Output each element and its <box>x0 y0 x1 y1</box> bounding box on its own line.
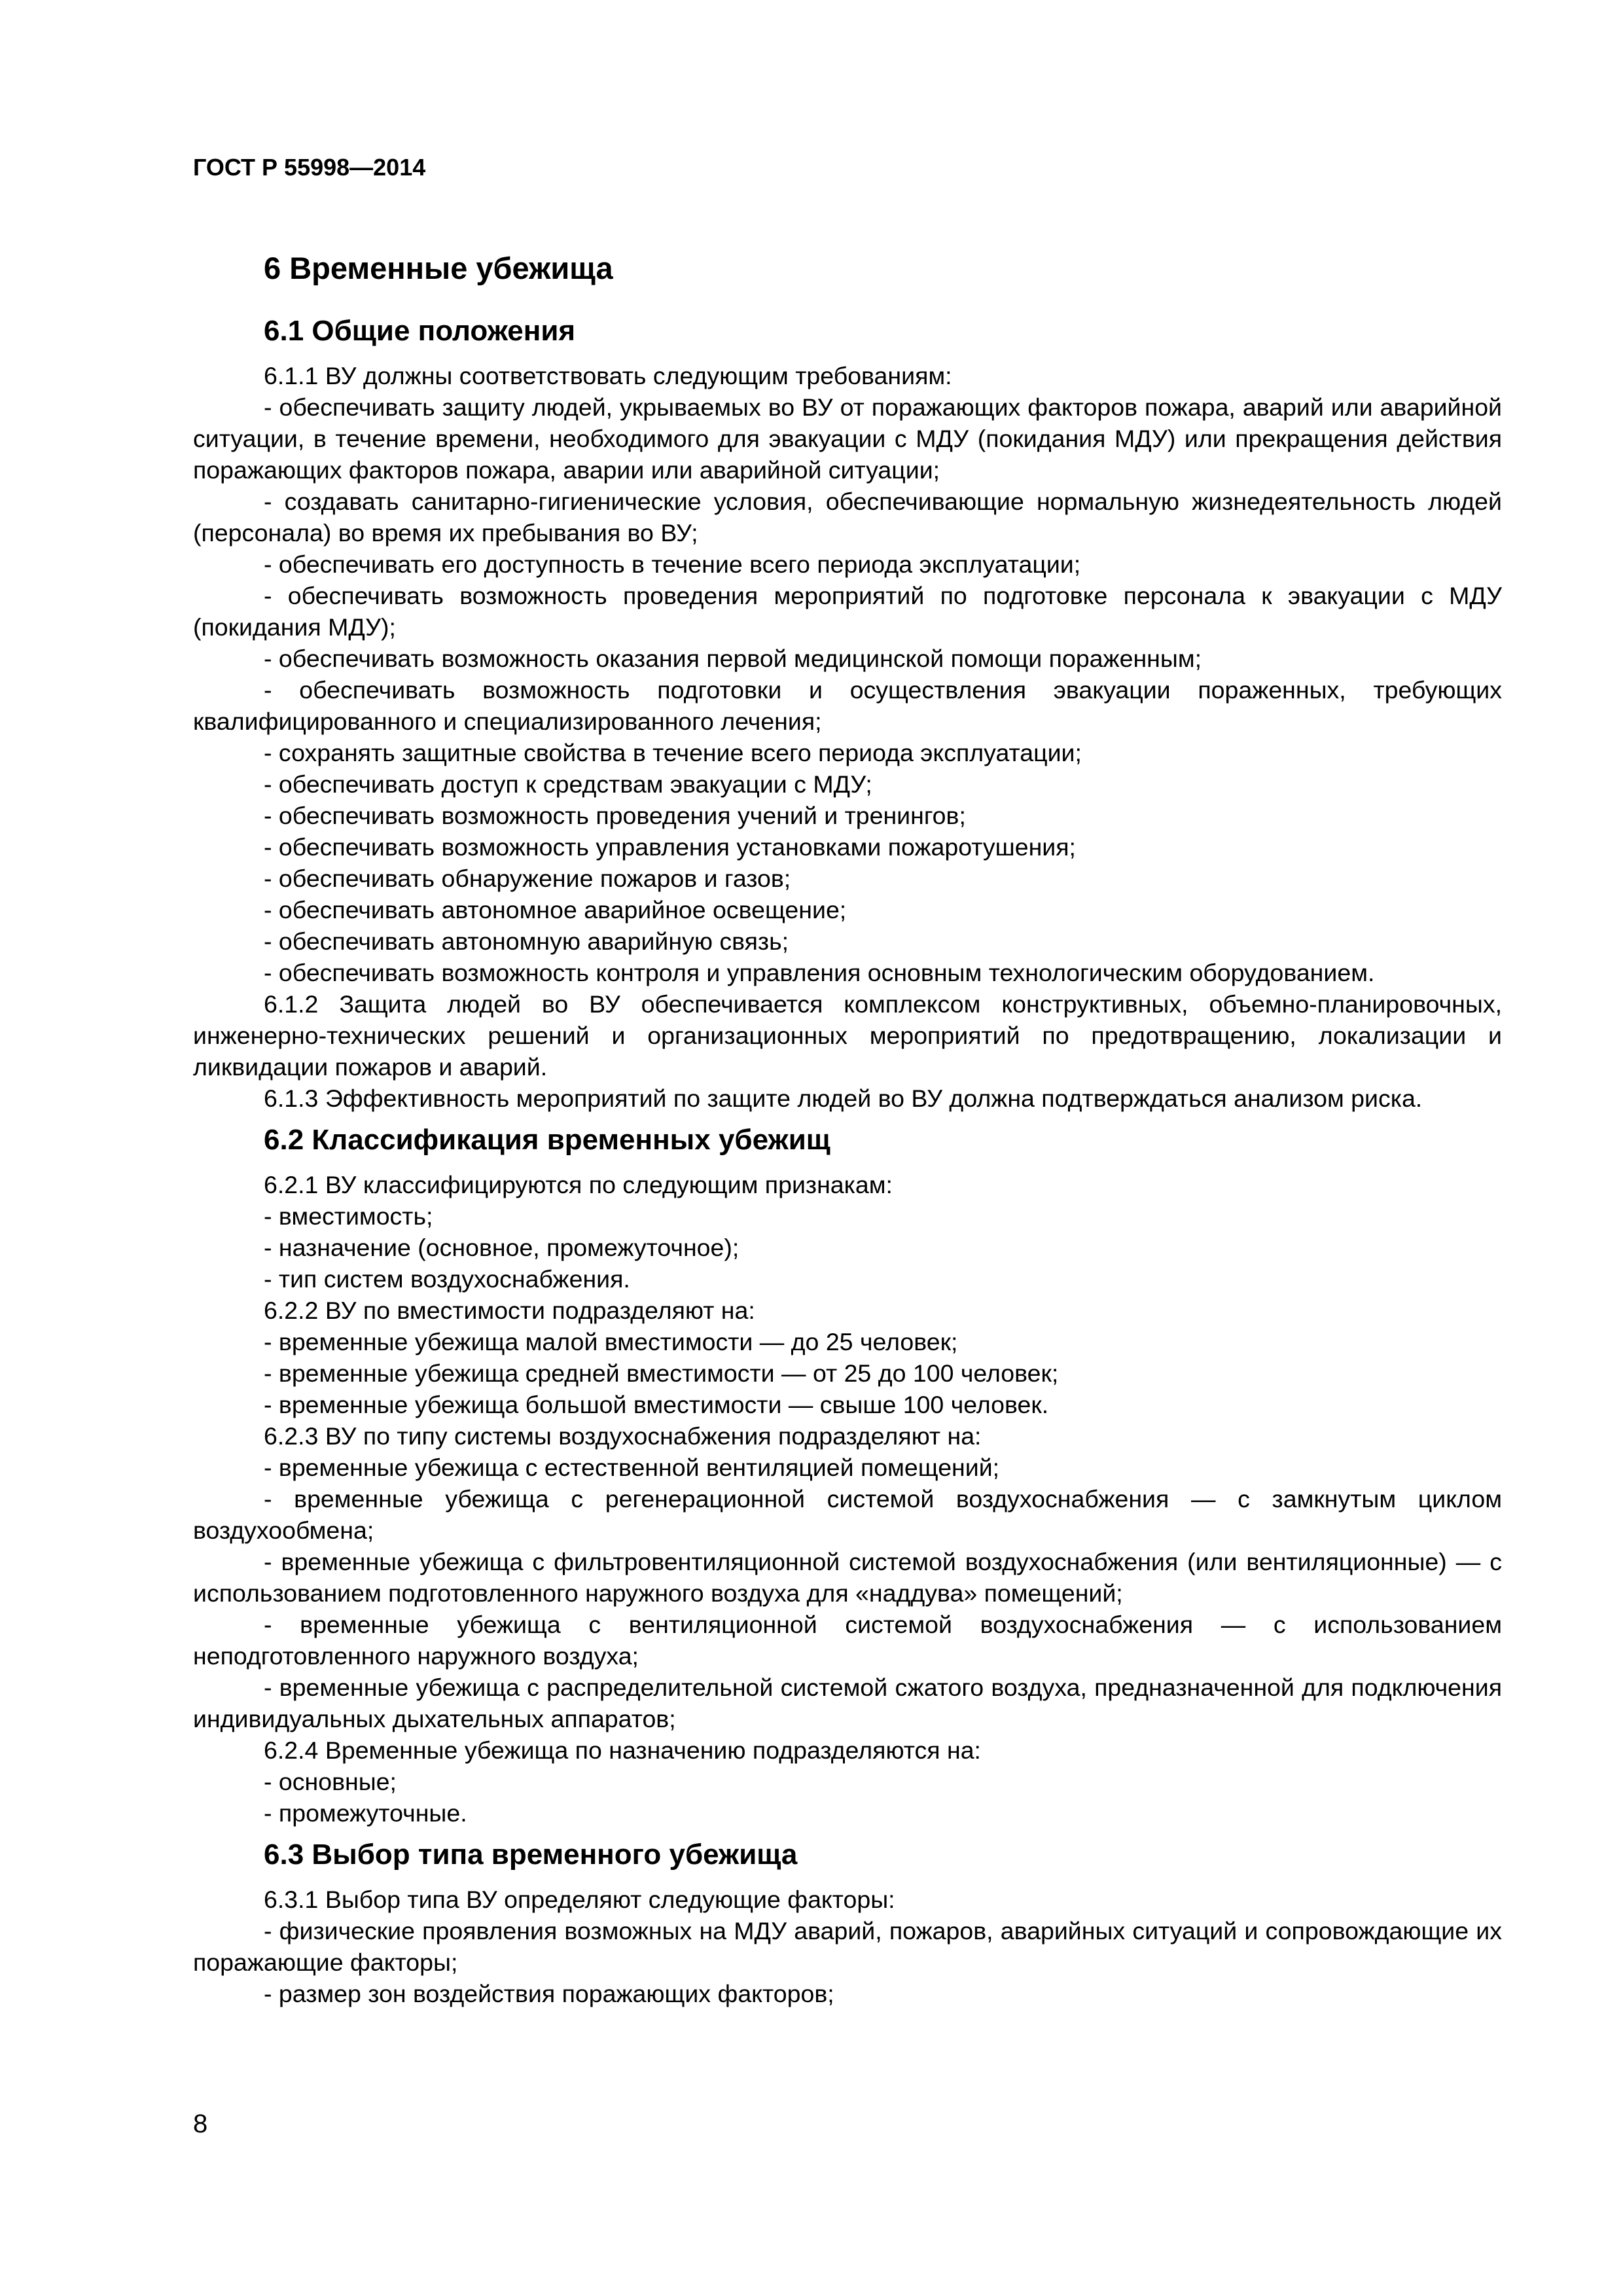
paragraph: - назначение (основное, промежуточное); <box>264 1234 740 1261</box>
paragraph: - обеспечивать возможность оказания первой медицинской помощи пораженным; <box>264 645 1202 672</box>
paragraph: 6.2.3 ВУ по типу системы воздухоснабжения подразделяют на: <box>264 1422 982 1450</box>
paragraph: - тип систем воздухоснабжения. <box>264 1265 630 1293</box>
subsection-6-2-body <box>193 1169 1502 1829</box>
paragraph: - размер зон воздействия поражающих факторов; <box>264 1980 834 2007</box>
paragraph: - временные убежища средней вместимости — от 25 до 100 человек; <box>264 1359 1059 1387</box>
subsection-title: 6.1 Общие положения <box>264 315 576 347</box>
paragraph: - обеспечивать обнаружение пожаров и газов; <box>264 865 791 892</box>
paragraph: - обеспечивать защиту людей, укрываемых во ВУ от поражающих факторов пожара, аварий или аварийной ситуации, в течение времени, необходимого для эвакуации с МДУ (покидания МДУ) или прекращения действия поражающих факторов пожара, аварии или аварийной ситуации; <box>193 393 1502 484</box>
paragraph: - временные убежища большой вместимости — свыше 100 человек. <box>264 1391 1049 1418</box>
paragraph: - временные убежища с вентиляционной системой воздухоснабжения — с использованием неподготовленного наружного воздуха; <box>193 1611 1502 1670</box>
subsection-title: 6.3 Выбор типа временного убежища <box>264 1839 798 1871</box>
paragraph: - обеспечивать возможность подготовки и осуществления эвакуации пораженных, требующих квалифицированного и специализированного лечения; <box>193 676 1502 735</box>
subsection-6-3-body <box>193 1884 1502 2009</box>
paragraph: - физические проявления возможных на МДУ аварий, пожаров, аварийных ситуаций и сопровождающие их поражающие факторы; <box>193 1917 1502 1976</box>
paragraph: - временные убежища с распределительной системой сжатого воздуха, предназначенной для подключения индивидуальных дыхательных аппаратов; <box>193 1674 1502 1732</box>
document-header: ГОСТ Р 55998—2014 <box>193 154 426 181</box>
paragraph: 6.2.2 ВУ по вместимости подразделяют на: <box>264 1297 755 1324</box>
paragraph: - основные; <box>264 1768 397 1795</box>
paragraph: - обеспечивать доступ к средствам эвакуации с МДУ; <box>264 770 872 798</box>
document-body <box>193 249 1502 2009</box>
paragraph: - обеспечивать возможность контроля и управления основным технологическим оборудованием. <box>264 959 1375 986</box>
paragraph: - вместимость; <box>264 1202 433 1230</box>
page-number: 8 <box>193 2109 208 2138</box>
paragraph: - обеспечивать автономную аварийную связь; <box>264 927 789 955</box>
paragraph: 6.2.1 ВУ классифицируются по следующим признакам: <box>264 1171 893 1198</box>
paragraph: - обеспечивать его доступность в течение всего периода эксплуатации; <box>264 550 1081 578</box>
paragraph: - временные убежища с естественной вентиляцией помещений; <box>264 1454 1000 1481</box>
section-title: 6 Временные убежища <box>264 251 613 285</box>
paragraph: - обеспечивать автономное аварийное освещение; <box>264 896 847 924</box>
paragraph: 6.1.1 ВУ должны соответствовать следующим требованиям: <box>264 362 952 389</box>
paragraph: 6.1.3 Эффективность мероприятий по защите людей во ВУ должна подтверждаться анализом риска. <box>264 1085 1423 1112</box>
paragraph: - временные убежища с регенерационной системой воздухоснабжения — с замкнутым циклом воздухообмена; <box>193 1485 1502 1544</box>
paragraph: - промежуточные. <box>264 1799 467 1827</box>
paragraph: - обеспечивать возможность проведения учений и тренингов; <box>264 802 966 829</box>
paragraph: - обеспечивать возможность проведения мероприятий по подготовке персонала к эвакуации с МДУ (покидания МДУ); <box>193 582 1502 641</box>
paragraph: - временные убежища с фильтровентиляционной системой воздухоснабжения (или вентиляционные) — с использованием подготовленного наружного воздуха для «наддува» помещений; <box>193 1548 1502 1607</box>
subsection-title: 6.2 Классификация временных убежищ <box>264 1124 830 1156</box>
paragraph: - сохранять защитные свойства в течение всего периода эксплуатации; <box>264 739 1082 766</box>
paragraph: 6.2.4 Временные убежища по назначению подразделяются на: <box>264 1736 981 1764</box>
paragraph: - обеспечивать возможность управления установками пожаротушения; <box>264 833 1076 861</box>
paragraph: - создавать санитарно-гигиенические условия, обеспечивающие нормальную жизнедеятельность людей (персонала) во время их пребывания во ВУ; <box>193 488 1502 547</box>
paragraph: - временные убежища малой вместимости — до 25 человек; <box>264 1328 958 1355</box>
paragraph: 6.3.1 Выбор типа ВУ определяют следующие факторы: <box>264 1886 895 1913</box>
subsection-6-1-body <box>193 360 1502 1114</box>
paragraph: 6.1.2 Защита людей во ВУ обеспечивается комплексом конструктивных, объемно-планировочных, инженерно-технических решений и организационных мероприятий по предотвращению, локализации и ликвидации пожаров и аварий. <box>193 990 1502 1081</box>
